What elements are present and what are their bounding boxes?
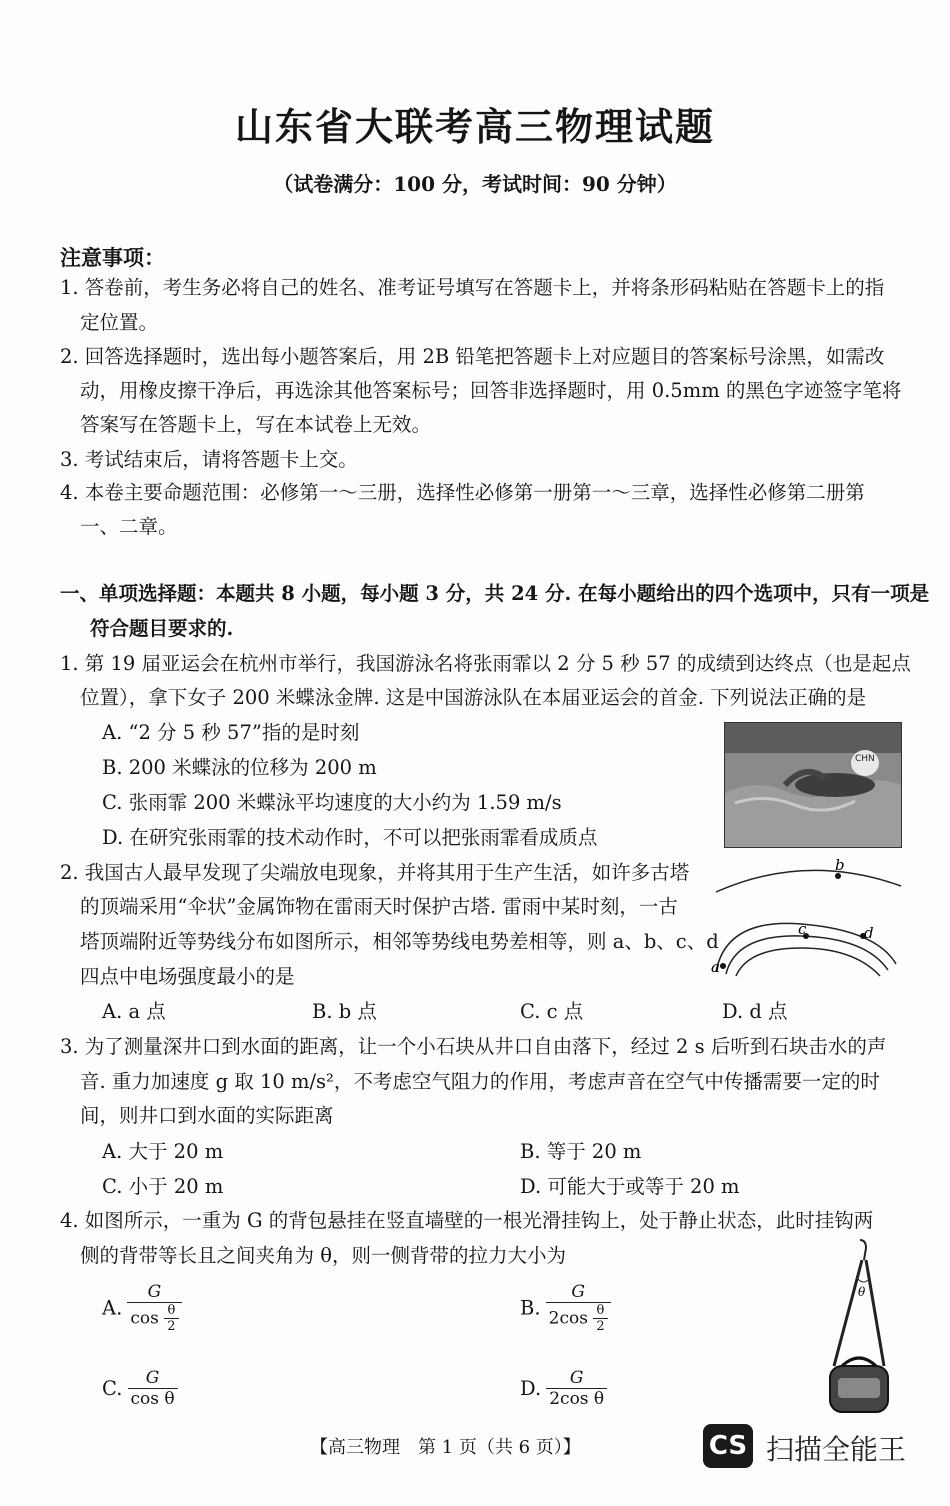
notice-line: 4. 本卷主要命题范围：必修第一～三册，选择性必修第一册第一～三章，选择性必修第二册第	[60, 481, 865, 504]
q4-option-a-fraction	[127, 1282, 181, 1334]
q3-option-c: C. 小于 20 m	[102, 1175, 224, 1198]
q3-option-a: A. 大于 20 m	[102, 1140, 224, 1163]
q2-option-d: D. d 点	[722, 1000, 788, 1023]
camscanner-logo: CS	[703, 1424, 753, 1468]
q4-a-theta: θ	[164, 1303, 178, 1319]
hook-icon	[860, 1240, 866, 1260]
q2-stem: 2. 我国古人最早发现了尖端放电现象，并将其用于生产生活，如许多古塔	[60, 861, 690, 884]
q4-option-d	[520, 1368, 607, 1409]
notice-line: 一、二章。	[80, 515, 178, 538]
backpack-straps	[834, 1260, 884, 1366]
section-heading-cont: 符合题目要求的.	[90, 617, 234, 640]
notice-line: 3. 考试结束后，请将答题卡上交。	[60, 448, 358, 471]
q1-stem: 1. 第 19 届亚运会在杭州市举行，我国游泳名将张雨霏以 2 分 5 秒 57 的成绩到达终点（也是起点	[60, 652, 911, 675]
label-c: c	[798, 920, 807, 938]
equipotential-line-outer	[716, 870, 901, 892]
q2-option-a: A. a 点	[102, 1000, 166, 1023]
swim-cap-text: CHN	[855, 754, 875, 764]
page-footer: 【高三物理 第 1 页（共 6 页）】	[310, 1437, 581, 1458]
camscanner-watermark: 扫描全能王	[766, 1433, 907, 1466]
q4-a-cos: cos	[130, 1308, 159, 1329]
q4-d-denominator: 2cos θ	[549, 1389, 605, 1409]
notice-line: 1. 答卷前，考生务必将自己的姓名、准考证号填写在答题卡上，并将条形码粘贴在答题卡上的指	[60, 276, 885, 299]
label-a: a	[711, 958, 720, 976]
q4-stem: 侧的背带等长且之间夹角为 θ，则一侧背带的拉力大小为	[80, 1244, 566, 1267]
q2-stem: 塔顶端附近等势线分布如图所示，相邻等势线电势差相等，则 a、b、c、d	[80, 930, 719, 953]
q4-option-b	[520, 1282, 611, 1334]
q4-d-numerator: G	[546, 1368, 607, 1389]
q1-option-d: D. 在研究张雨霏的技术动作时，不可以把张雨霏看成质点	[102, 826, 598, 849]
q4-b-two: 2	[596, 1319, 605, 1334]
q4-option-a-label: A.	[102, 1296, 123, 1320]
q1-option-b: B. 200 米蝶泳的位移为 200 m	[102, 756, 377, 779]
angle-label: θ	[858, 1285, 866, 1299]
q4-c-denominator: cos θ	[130, 1389, 175, 1409]
q2-stem: 的顶端采用“伞状”金属饰物在雷雨天时保护古塔. 雷雨中某时刻，一古	[80, 895, 678, 918]
q4-option-c-fraction	[128, 1368, 178, 1409]
q3-stem: 3. 为了测量深井口到水面的距离，让一个小石块从井口自由落下，经过 2 s 后听到石块击水的声	[60, 1035, 887, 1058]
q4-option-d-label: D.	[520, 1376, 542, 1400]
q2-option-b: B. b 点	[312, 1000, 377, 1023]
q4-stem: 4. 如图所示，一重为 G 的背包悬挂在竖直墙壁的一根光滑挂钩上，处于静止状态，此时挂钩两	[60, 1209, 874, 1232]
equipotential-line-3	[736, 948, 880, 976]
equipotential-diagram	[706, 856, 906, 986]
q4-option-a	[102, 1282, 182, 1334]
q4-b-2cos: 2cos	[548, 1308, 588, 1329]
swimmer-photo	[724, 722, 902, 848]
q1-option-a: A. “2 分 5 秒 57”指的是时刻	[102, 721, 360, 744]
notice-line: 动，用橡皮擦干净后，再选涂其他答案标号；回答非选择题时，用 0.5mm 的黑色字迹签字笔将	[80, 379, 902, 402]
backpack-diagram	[824, 1238, 894, 1416]
q3-stem: 间，则井口到水面的实际距离	[80, 1104, 334, 1127]
q3-option-b: B. 等于 20 m	[520, 1140, 642, 1163]
notice-line: 答案写在答题卡上，写在本试卷上无效。	[80, 413, 432, 436]
q1-stem: 位置），拿下女子 200 米蝶泳金牌. 这是中国游泳队在本届亚运会的首金. 下列说法正确的是	[80, 686, 867, 709]
q4-option-c-label: C.	[102, 1376, 123, 1400]
q4-c-numerator: G	[128, 1368, 178, 1389]
label-d: d	[864, 924, 874, 942]
q3-stem: 音. 重力加速度 g 取 10 m/s²，不考虑空气阻力的作用，考虑声音在空气中传播需要一定的时	[80, 1070, 880, 1093]
notice-line: 定位置。	[80, 311, 159, 334]
q4-a-two: 2	[167, 1319, 176, 1334]
label-b: b	[835, 856, 845, 874]
section-heading: 一、单项选择题：本题共 8 小题，每小题 3 分，共 24 分. 在每小题给出的四个选项中，只有一项是	[60, 582, 930, 605]
q4-a-numerator: G	[127, 1282, 181, 1303]
q4-b-theta: θ	[593, 1303, 607, 1319]
q2-option-c: C. c 点	[520, 1000, 584, 1023]
q4-b-numerator: G	[546, 1282, 611, 1303]
notice-heading: 注意事项：	[60, 245, 165, 270]
exam-info: （试卷满分：100 分，考试时间：90 分钟）	[273, 172, 677, 196]
page-title: 山东省大联考高三物理试题	[234, 104, 715, 149]
q4-option-b-label: B.	[520, 1296, 541, 1320]
q1-option-c: C. 张雨霏 200 米蝶泳平均速度的大小约为 1.59 m/s	[102, 791, 562, 814]
swimmer-photo-graphic	[725, 723, 901, 847]
q4-option-d-fraction	[546, 1368, 607, 1409]
q4-option-c	[102, 1368, 178, 1409]
notice-line: 2. 回答选择题时，选出每小题答案后，用 2B 铅笔把答题卡上对应题目的答案标号涂黑，如需改	[60, 345, 885, 368]
q2-stem: 四点中电场强度最小的是	[80, 965, 295, 988]
q3-option-d: D. 可能大于或等于 20 m	[520, 1175, 740, 1198]
point-a	[720, 963, 726, 969]
q4-option-b-fraction	[546, 1282, 611, 1334]
